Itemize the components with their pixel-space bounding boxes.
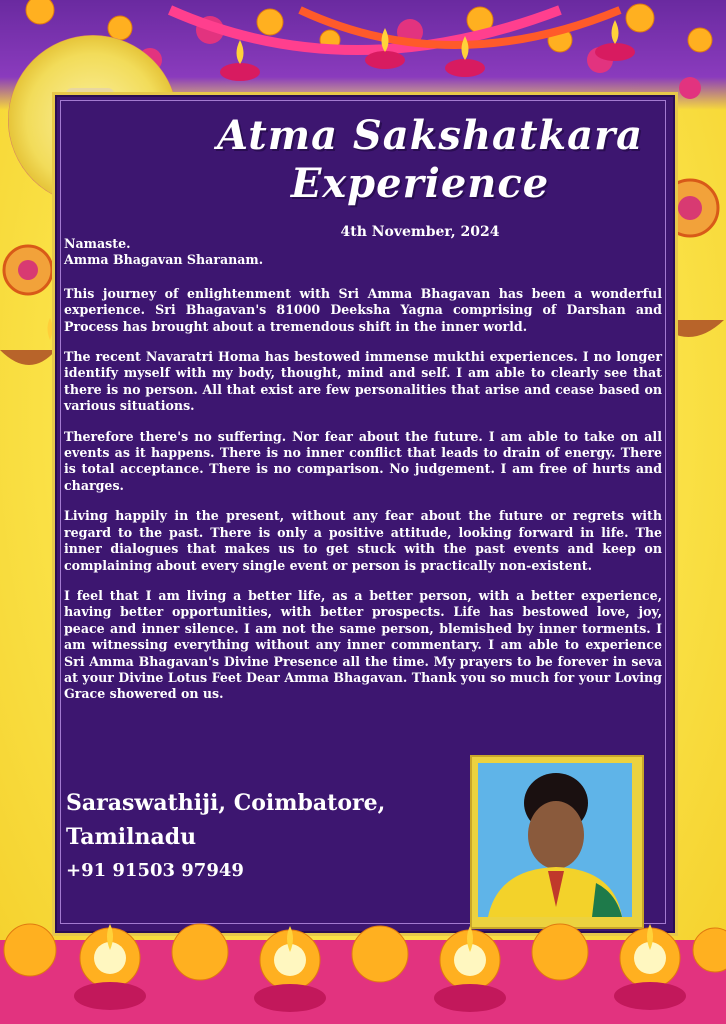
greeting-line-2: Amma Bhagavan Sharanam. <box>64 252 264 268</box>
paragraph: I feel that I am living a better life, as a better person, with a better experience, having better opportunities, with better prospects. Life has bestowed love, joy, peace and inner silence. I am not the same person, blemished by inner torments. I am witnessing everything without any inner commentary. I am able to experience Sri Amma Bhagavan's Divine Presence all the time. My prayers to be forever in seva at your Divine Lotus Feet Dear Amma Bhagavan. Thank you so much for your Loving Grace showered on us. <box>64 587 662 702</box>
signature-name: Saraswathiji, Coimbatore, Tamilnadu <box>66 790 386 850</box>
letter-body <box>64 236 662 717</box>
paragraph: Living happily in the present, without any fear about the future or regrets with regard to the past. There is only a positive attitude, looking forward in life. The inner dialogues that makes us to get stuck with the past events and keep on complaining about every single event or person is practically non-existent. <box>64 508 662 573</box>
decorative-lamps-bottom <box>0 900 726 1024</box>
letter-date: 4th November, 2024 <box>340 224 500 240</box>
title-line-2: Experience <box>290 160 550 207</box>
title-line-1: Atma Sakshatkara <box>216 112 644 159</box>
paragraph: Therefore there's no suffering. Nor fear about the future. I am able to take on all events as it happens. There is no inner conflict that leads to drain of energy. There is total acceptance. There is no comparison. No judgement. I am free of hurts and charges. <box>64 428 662 493</box>
paragraph: The recent Navaratri Homa has bestowed immense mukthi experiences. I no longer identify myself with my body, thought, mind and self. I am able to clearly see that there is no person. All that exist are few personalities that arise and cease based on various situations. <box>64 349 662 414</box>
decorative-lamp-left <box>0 200 60 420</box>
signature-phone: +91 91503 97949 <box>66 860 244 881</box>
greeting-line-1: Namaste. <box>64 236 131 251</box>
paragraph: This journey of enlightenment with Sri Amma Bhagavan has been a wonderful experience. Sri Bhagavan's 81000 Deeksha Yagna comprising of Darshan and Process has brought about a tremendous shift in the inner world. <box>64 285 662 334</box>
author-photo <box>478 763 632 917</box>
